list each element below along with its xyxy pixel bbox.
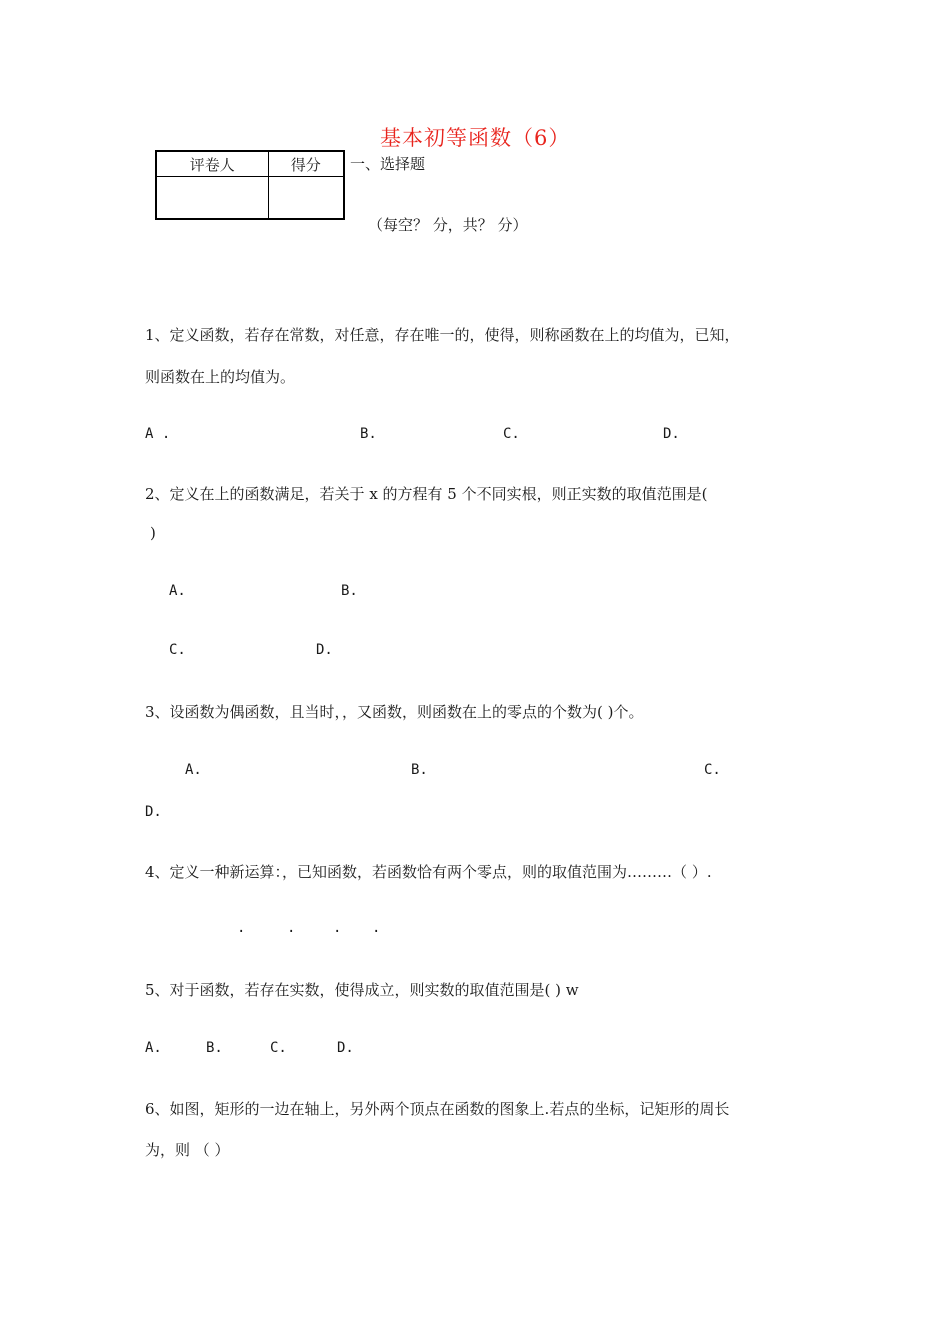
question-4-line-1: 4、定义一种新运算：，已知函数，若函数恰有两个零点，则的取值范围为………（ ）. [145,863,712,881]
question-5-option-c[interactable]: C. [270,1040,287,1056]
question-4-option-b[interactable]: . [287,920,296,936]
question-5-option-a[interactable]: A. [145,1040,162,1056]
score-cell[interactable] [268,177,344,220]
question-3-option-a[interactable]: A. [185,762,202,778]
question-1-line-2: 则函数在上的均值为。 [145,368,296,386]
question-2-option-a[interactable]: A. [169,583,186,599]
question-3-option-d[interactable]: D. [145,804,162,820]
question-5-line-1: 5、对于函数，若存在实数，使得成立，则实数的取值范围是( ) w [145,981,579,999]
question-1-option-a[interactable]: A . [145,426,171,442]
question-3-option-b[interactable]: B. [411,762,428,778]
section-heading: 一、选择题 [350,155,426,173]
question-6-line-1: 6、如图，矩形的一边在轴上，另外两个顶点在函数的图象上.若点的坐标，记矩形的周长 [145,1100,730,1118]
question-4-option-c[interactable]: . [333,920,342,936]
question-3-line-1: 3、设函数为偶函数，且当时，，又函数，则函数在上的零点的个数为( )个。 [145,703,644,721]
question-4-option-d[interactable]: . [372,920,381,936]
question-2-option-c[interactable]: C. [169,642,186,658]
grade-table [155,150,345,220]
question-4-option-a[interactable]: . [237,920,246,936]
question-2-line-2: ) [150,524,156,542]
question-5-option-d[interactable]: D. [337,1040,354,1056]
question-1-line-1: 1、定义函数，若存在常数，对任意，存在唯一的，使得，则称函数在上的均值为，已知， [145,326,740,344]
question-1-option-c[interactable]: C. [503,426,520,442]
score-header: 得分 [268,151,344,177]
question-1-option-d[interactable]: D. [663,426,680,442]
score-note: （每空？ 分，共？ 分） [368,216,528,234]
page-title: 基本初等函数（6） [380,126,571,150]
question-2-option-b[interactable]: B. [341,583,358,599]
question-2-line-1: 2、定义在上的函数满足，若关于 x 的方程有 5 个不同实根，则正实数的取值范围是( [145,485,708,503]
grader-header: 评卷人 [156,151,268,177]
question-3-option-c[interactable]: C. [704,762,721,778]
question-2-option-d[interactable]: D. [316,642,333,658]
question-5-option-b[interactable]: B. [206,1040,223,1056]
question-6-line-2: 为，则 （ ） [145,1141,230,1159]
question-1-option-b[interactable]: B. [360,426,377,442]
grader-cell[interactable] [156,177,268,220]
